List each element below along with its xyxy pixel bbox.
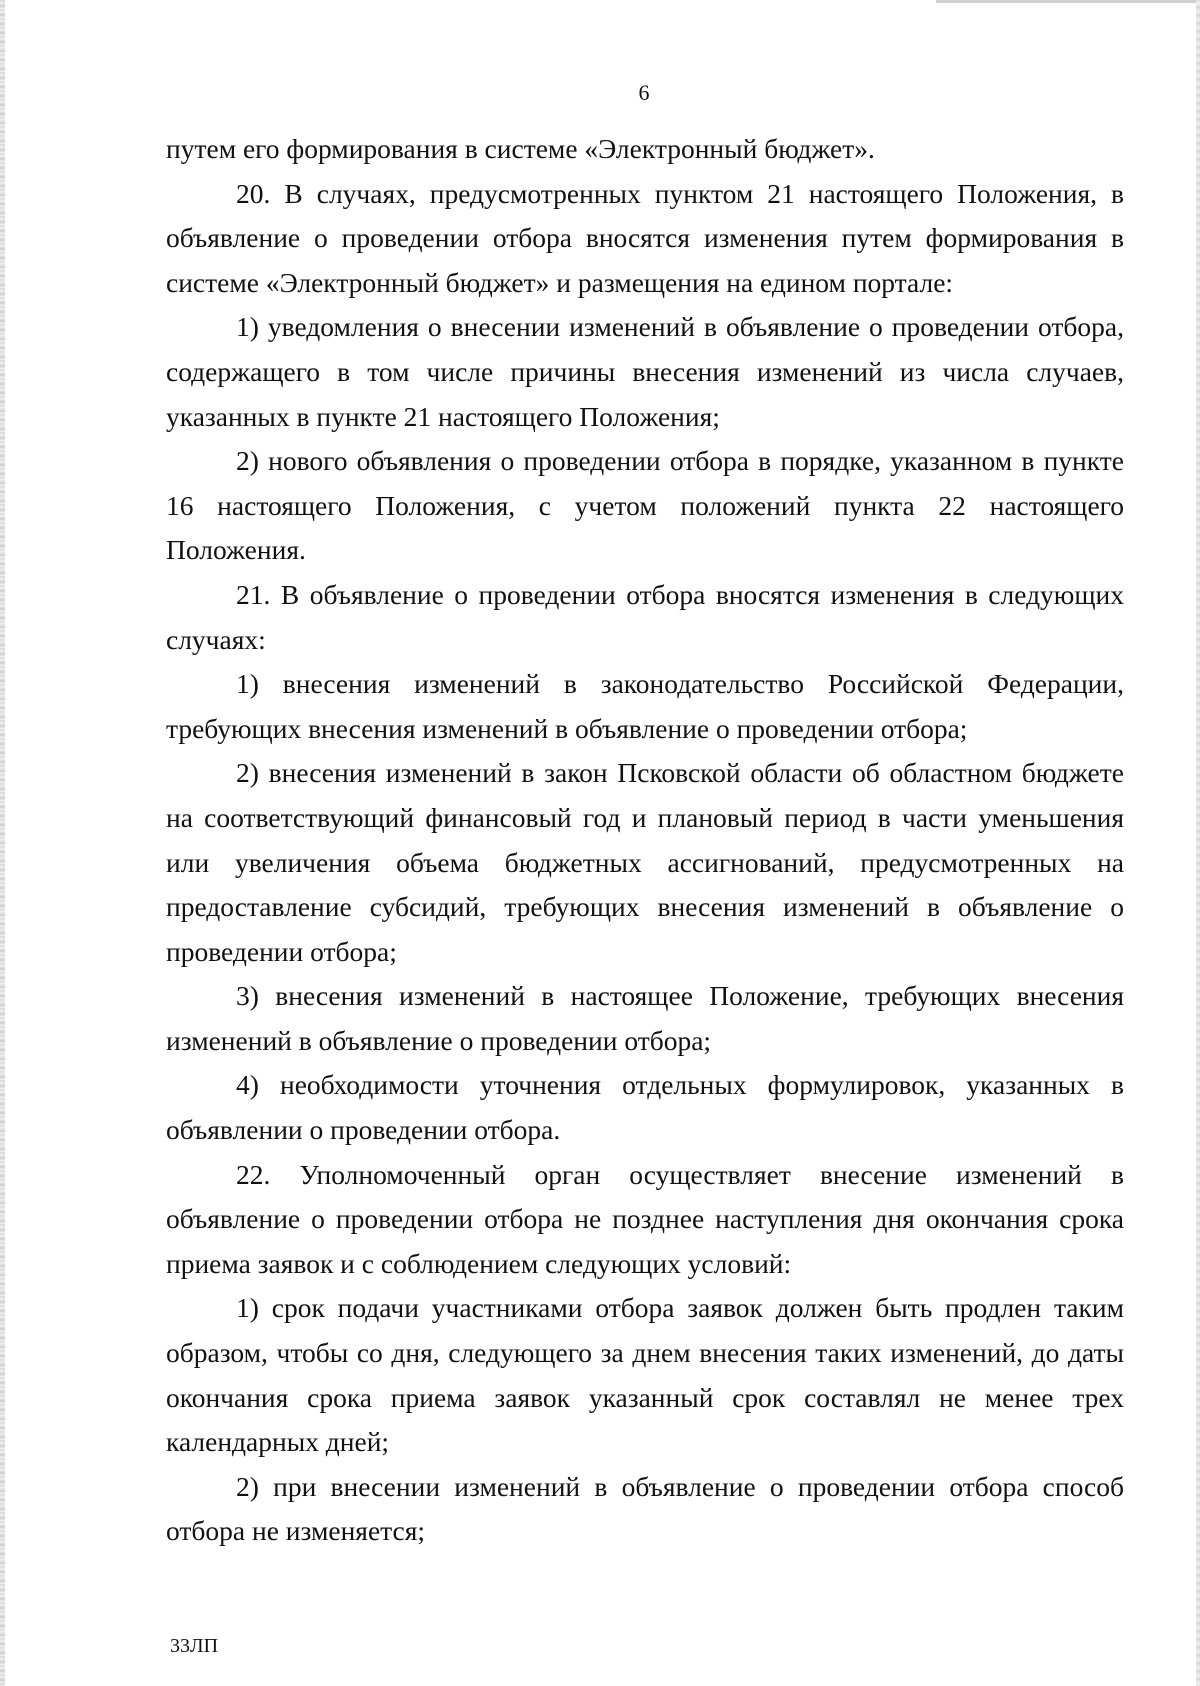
paragraph-item-22: 22. Уполномоченный орган осуществляет внесение изменений в объявление о проведении отбора не позднее наступления дня окончания срока приема заявок и с соблюдением следующих условий:: [166, 1158, 1124, 1279]
paragraph-subitem-21-4: 4) необходимости уточнения отдельных формулировок, указанных в объявлении о проведении отбора.: [166, 1069, 1124, 1146]
page-number: 6: [638, 80, 650, 105]
paragraph-subitem-20-2: 2) нового объявления о проведении отбора в порядке, указанном в пункте 16 настоящего Положения, с учетом положений пункта 22 настоящего Положения.: [166, 445, 1124, 566]
paragraph-subitem-21-2: 2) внесения изменений в закон Псковской области об областном бюджете на соответствующий финансовый год и плановый период в части уменьшения или увеличения объема бюджетных ассигнований, предусмотренных на предоставление субсидий, требующих внесения изменений в объявление о проведении отбора;: [166, 757, 1124, 967]
paragraph-subitem-22-2: 2) при внесении изменений в объявление о проведении отбора способ отбора не изменяется;: [166, 1470, 1124, 1547]
scan-edge-left: [0, 0, 5, 1686]
paragraph-subitem-21-1: 1) внесения изменений в законодательство Российской Федерации, требующих внесения изменений в объявление о проведении отбора;: [166, 668, 1124, 744]
document-code: 33ЛП: [170, 1635, 219, 1657]
scan-edge-right: [1196, 0, 1200, 1686]
paragraph-subitem-20-1: 1) уведомления о внесении изменений в объявление о проведении отбора, содержащего в том числе причины внесения изменений из числа случаев, указанных в пункте 21 настоящего Положения;: [166, 311, 1124, 432]
paragraph-continuation: путем его формирования в системе «Электронный бюджет».: [166, 133, 875, 164]
paragraph-subitem-21-3: 3) внесения изменений в настоящее Положение, требующих внесения изменений в объявление о проведении отбора;: [166, 980, 1124, 1056]
document-body: [166, 127, 1124, 1554]
scan-edge-top: [936, 0, 1196, 3]
paragraph-subitem-22-1: 1) срок подачи участниками отбора заявок должен быть продлен таким образом, чтобы со дня, следующего за днем внесения таких изменений, до даты окончания срока приема заявок указанный срок составлял не менее трех календарных дней;: [166, 1292, 1124, 1458]
paragraph-item-20: 20. В случаях, предусмотренных пунктом 21 настоящего Положения, в объявление о проведении отбора вносятся изменения путем формирования в системе «Электронный бюджет» и размещения на едином портале:: [166, 177, 1124, 298]
paragraph-item-21: 21. В объявление о проведении отбора вносятся изменения в следующих случаях:: [166, 578, 1124, 655]
